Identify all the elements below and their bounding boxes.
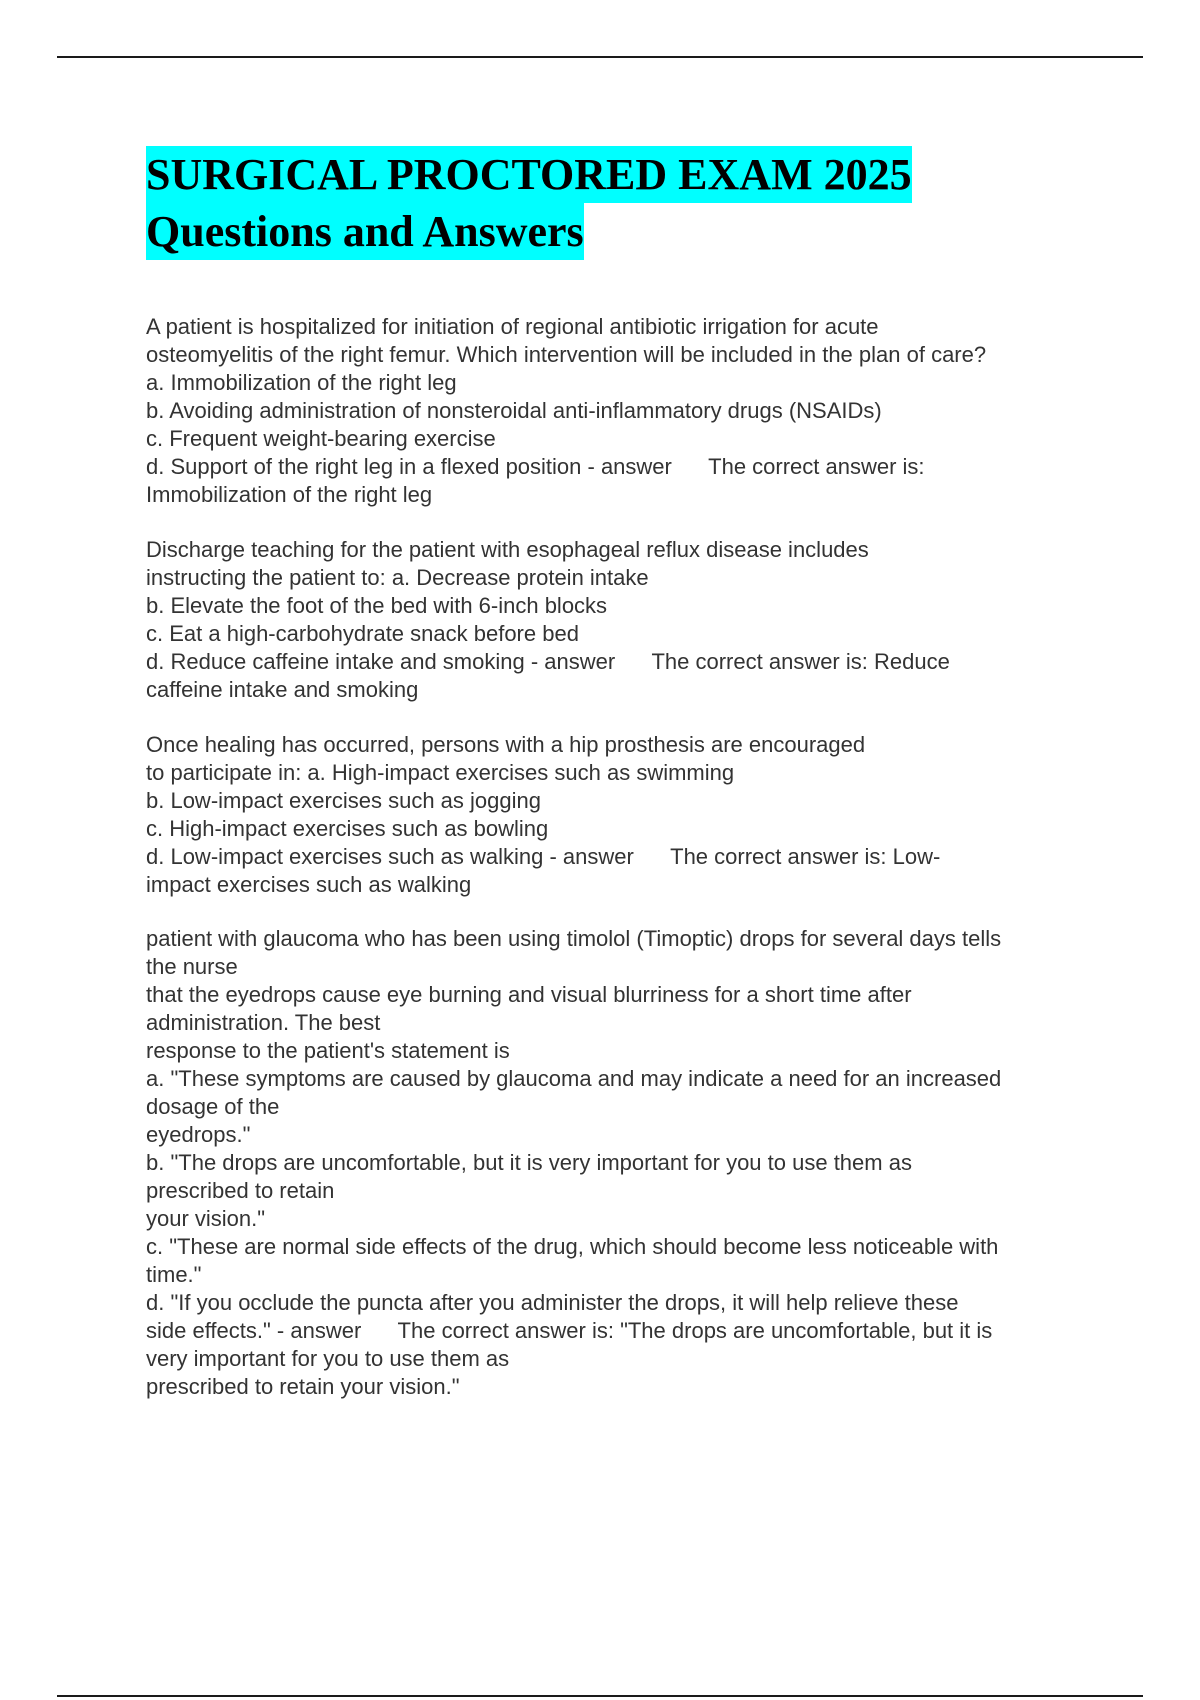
answer-text: prescribed to retain your vision." <box>146 1374 460 1399</box>
option-d-answer: side effects." - answer The correct answer is: "The drops are uncomfortable, but it is <box>146 1318 993 1343</box>
title-line-1: SURGICAL PROCTORED EXAM 2025 <box>146 146 912 203</box>
option-d-answer: d. Support of the right leg in a flexed position - answer The correct answer is: <box>146 454 925 479</box>
option-d-answer: d. Low-impact exercises such as walking - answer The correct answer is: Low- <box>146 844 941 869</box>
answer-text: caffeine intake and smoking <box>146 677 419 702</box>
text-line: A patient is hospitalized for initiation of regional antibiotic irrigation for acute <box>146 314 879 339</box>
text-line: Discharge teaching for the patient with esophageal reflux disease includes <box>146 537 869 562</box>
text-line: response to the patient's statement is <box>146 1038 510 1063</box>
option-c: c. "These are normal side effects of the drug, which should become less noticeable with <box>146 1234 999 1259</box>
option-a: to participate in: a. High-impact exercises such as swimming <box>146 760 735 785</box>
option-b-cont: prescribed to retain <box>146 1178 335 1203</box>
option-a: a. "These symptoms are caused by glaucoma and may indicate a need for an increased <box>146 1066 1002 1091</box>
answer-text: Immobilization of the right leg <box>146 482 433 507</box>
text-line: the nurse <box>146 954 238 979</box>
bottom-rule <box>57 1695 1143 1697</box>
option-a-cont: dosage of the <box>146 1094 280 1119</box>
text-line: patient with glaucoma who has been using timolol (Timoptic) drops for several days tells <box>146 926 1002 951</box>
option-c: c. High-impact exercises such as bowling <box>146 816 549 841</box>
option-b: b. Low-impact exercises such as jogging <box>146 788 541 813</box>
option-c: c. Frequent weight-bearing exercise <box>146 426 496 451</box>
question-1 <box>146 313 1146 509</box>
text-line: that the eyedrops cause eye burning and visual blurriness for a short time after <box>146 982 912 1007</box>
document-title <box>146 146 912 260</box>
option-b: b. Avoiding administration of nonsteroidal anti-inflammatory drugs (NSAIDs) <box>146 398 882 423</box>
answer-text: very important for you to use them as <box>146 1346 510 1371</box>
option-a: a. Immobilization of the right leg <box>146 370 457 395</box>
option-d-answer: d. Reduce caffeine intake and smoking - answer The correct answer is: Reduce <box>146 649 950 674</box>
option-b: b. Elevate the foot of the bed with 6-inch blocks <box>146 593 608 618</box>
text-line: Once healing has occurred, persons with a hip prosthesis are encouraged <box>146 732 866 757</box>
top-rule <box>57 56 1143 58</box>
option-c-cont: time." <box>146 1262 202 1287</box>
text-line: osteomyelitis of the right femur. Which intervention will be included in the plan of care? <box>146 342 987 367</box>
question-2 <box>146 536 1146 704</box>
option-c: c. Eat a high-carbohydrate snack before bed <box>146 621 579 646</box>
option-d: d. "If you occlude the puncta after you administer the drops, it will help relieve these <box>146 1290 959 1315</box>
answer-text: impact exercises such as walking <box>146 872 472 897</box>
text-line: administration. The best <box>146 1010 381 1035</box>
option-a: instructing the patient to: a. Decrease protein intake <box>146 565 649 590</box>
option-a-cont: eyedrops." <box>146 1122 251 1147</box>
option-b-cont: your vision." <box>146 1206 266 1231</box>
option-b: b. "The drops are uncomfortable, but it is very important for you to use them as <box>146 1150 912 1175</box>
question-4 <box>146 925 1146 1401</box>
question-3 <box>146 731 1146 899</box>
title-line-2: Questions and Answers <box>146 203 584 260</box>
